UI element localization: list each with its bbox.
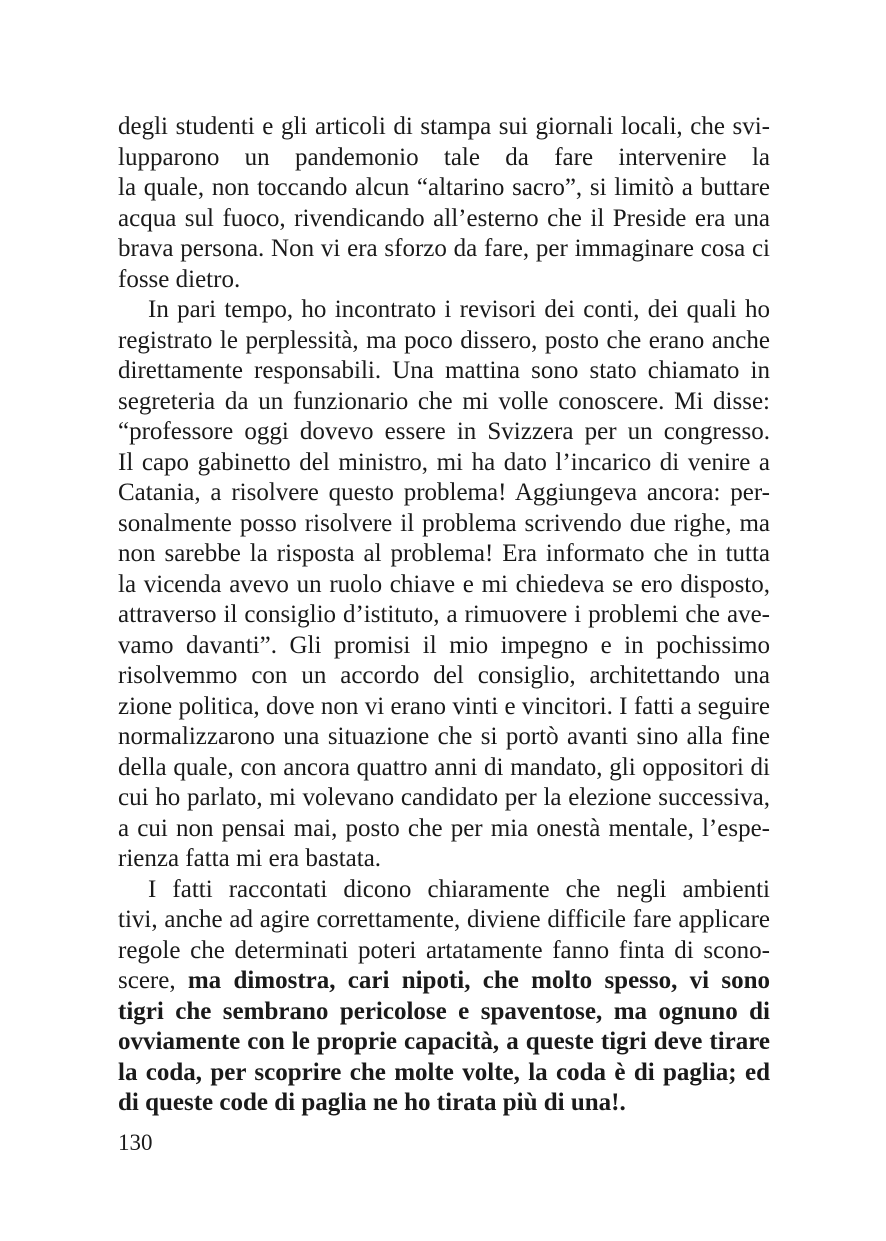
bold-text: la coda, per scoprire che molte volte, la coda è di paglia; ed xyxy=(118,1058,770,1086)
text-line xyxy=(118,112,770,143)
text-run: non sarebbe la risposta al problema! Era informato che in tutta xyxy=(118,540,770,567)
text-run: acqua sul fuoco, rivendicando all’esterno che il Preside era una xyxy=(118,204,770,232)
text-line xyxy=(118,936,770,967)
text-line xyxy=(118,387,770,418)
text-line xyxy=(118,661,770,692)
bold-text: tigri che sembrano pericolose e spaventose, ma ognuno di xyxy=(118,997,770,1025)
text-run: la vicenda avevo un ruolo chiave e mi chiedeva se ero disposto, xyxy=(118,570,770,598)
text-line xyxy=(118,326,770,357)
text-line xyxy=(118,173,770,204)
text-run: Il capo gabinetto del ministro, mi ha dato l’incarico di venire a xyxy=(118,448,770,476)
text-run: rienza fatta mi era bastata. xyxy=(118,845,382,872)
text-run: direttamente responsabili. Una mattina sono stato chiamato in xyxy=(118,357,770,384)
text-run: attraverso il consiglio d’istituto, a rimuovere i problemi che ave- xyxy=(118,601,770,628)
text-line xyxy=(118,783,770,814)
text-run: zione politica, dove non vi erano vinti e vincitori. I fatti a seguire xyxy=(118,692,770,720)
bold-text: di queste code di paglia ne ho tirata più di una!. xyxy=(118,1089,626,1116)
text-line xyxy=(118,966,770,997)
text-run: tivi, anche ad agire correttamente, diviene difficile fare applicare xyxy=(118,906,770,933)
text-line xyxy=(118,234,770,265)
text-line xyxy=(118,448,770,479)
text-run: In pari tempo, ho incontrato i revisori dei conti, dei quali ho xyxy=(148,296,770,323)
text-run: vamo davanti”. Gli promisi il mio impegno e in pochissimo xyxy=(118,631,770,659)
text-run: fosse dietro. xyxy=(118,265,241,293)
paragraph xyxy=(118,112,770,295)
text-line xyxy=(118,1027,770,1058)
text-run: a cui non pensai mai, posto che per mia onestà mentale, l’espe- xyxy=(118,814,770,842)
text-line xyxy=(118,753,770,784)
text-run: I fatti raccontati dicono chiaramente che negli ambienti xyxy=(148,875,770,903)
text-line xyxy=(118,814,770,845)
text-line xyxy=(118,539,770,570)
text-line xyxy=(118,692,770,723)
text-line xyxy=(118,478,770,509)
bold-text: ma dimostra, cari nipoti, che molto spesso, vi sono xyxy=(187,967,770,994)
text-run: registrato le perplessità, ma poco dissero, posto che erano anche xyxy=(118,326,770,354)
text-line xyxy=(118,143,770,174)
text-line xyxy=(118,905,770,936)
text-line xyxy=(118,1088,770,1119)
text-line xyxy=(118,1058,770,1089)
text-line xyxy=(118,570,770,601)
text-run: scere, xyxy=(118,967,188,994)
paragraph xyxy=(118,875,770,1119)
text-run: lupparono un pandemonio tale da fare intervenire la xyxy=(118,143,770,171)
text-line xyxy=(118,509,770,540)
text-line xyxy=(118,844,770,875)
text-line xyxy=(118,265,770,296)
text-run: Catania, a risolvere questo problema! Aggiungeva ancora: per- xyxy=(118,479,770,506)
text-run: normalizzarono una situazione che si portò avanti sino alla fine xyxy=(118,723,770,750)
bold-text: ovviamente con le proprie capacità, a queste tigri deve tirare xyxy=(118,1028,770,1055)
text-line xyxy=(118,997,770,1028)
page-number: 130 xyxy=(118,1130,153,1155)
text-line xyxy=(118,722,770,753)
text-line xyxy=(118,204,770,235)
text-line xyxy=(118,295,770,326)
text-run: la quale, non toccando alcun “altarino sacro”, si limitò a buttare xyxy=(118,174,770,201)
text-line xyxy=(118,417,770,448)
paragraph xyxy=(118,295,770,875)
text-run: “professore oggi dovevo essere in Svizzera per un congresso. xyxy=(118,418,770,445)
text-run: regole che determinati poteri artatamente fanno finta di scono- xyxy=(118,936,770,964)
text-run: degli studenti e gli articoli di stampa sui giornali locali, che svi- xyxy=(118,113,770,140)
text-run: brava persona. Non vi era sforzo da fare, per immaginare cosa ci xyxy=(118,235,770,262)
text-run: risolvemmo con un accordo del consiglio, architettando una xyxy=(118,662,770,689)
text-run: cui ho parlato, mi volevano candidato per la elezione successiva, xyxy=(118,784,770,811)
text-line xyxy=(118,875,770,906)
text-line xyxy=(118,631,770,662)
text-line xyxy=(118,356,770,387)
body-text xyxy=(118,112,770,1119)
text-run: sonalmente posso risolvere il problema scrivendo due righe, ma xyxy=(118,509,770,537)
text-run: segreteria da un funzionario che mi volle conoscere. Mi disse: xyxy=(118,387,770,415)
text-run: della quale, con ancora quattro anni di mandato, gli oppositori di xyxy=(118,753,770,781)
text-line xyxy=(118,600,770,631)
